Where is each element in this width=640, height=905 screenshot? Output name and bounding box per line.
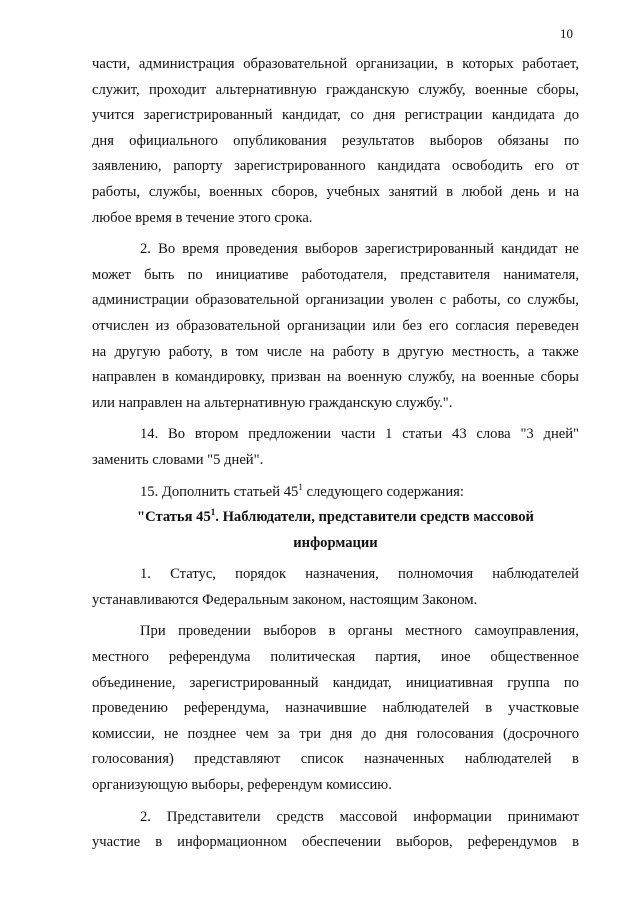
word: Во bbox=[158, 241, 176, 258]
word: обязаны bbox=[497, 132, 549, 149]
word: нанимателя, bbox=[503, 266, 579, 283]
word: не bbox=[163, 725, 179, 742]
word: представляют bbox=[194, 751, 281, 768]
word: не bbox=[564, 241, 579, 258]
word: иное bbox=[440, 649, 471, 666]
word: в bbox=[155, 834, 163, 851]
text-line bbox=[92, 722, 579, 748]
word: части, bbox=[92, 56, 131, 72]
paragraph-1 bbox=[92, 52, 579, 231]
word: голосования) bbox=[92, 751, 174, 768]
word: службу, bbox=[418, 81, 466, 98]
word: альтернативную bbox=[215, 81, 317, 98]
word: любой bbox=[461, 183, 503, 200]
word: службу, bbox=[408, 369, 456, 386]
word: также bbox=[542, 343, 579, 360]
text-line bbox=[92, 562, 579, 588]
word: информационном bbox=[177, 834, 288, 851]
word: политическая bbox=[270, 649, 356, 666]
word: военную bbox=[347, 369, 402, 386]
word: время bbox=[182, 241, 219, 258]
word: служит, bbox=[92, 81, 140, 98]
word: представителя bbox=[400, 266, 491, 283]
word: со bbox=[350, 107, 364, 124]
word: гражданскую bbox=[326, 81, 410, 98]
paragraph-4 bbox=[92, 480, 579, 506]
word: При bbox=[140, 623, 166, 640]
word: 1. bbox=[140, 566, 151, 583]
word: сборов, bbox=[271, 183, 318, 200]
word: назначившие bbox=[285, 700, 367, 717]
word: до bbox=[361, 725, 377, 742]
word: выборов, bbox=[396, 834, 453, 851]
word: зарегистрированного bbox=[234, 158, 366, 175]
word: наблюдателей bbox=[492, 566, 579, 583]
text-line bbox=[92, 103, 579, 129]
text-line bbox=[92, 154, 579, 180]
word: в bbox=[328, 623, 336, 640]
word: без bbox=[402, 317, 423, 334]
word: может bbox=[92, 266, 131, 283]
word: инициативная bbox=[405, 674, 494, 691]
text-line-last: устанавливаются Федеральным законом, настоящим Законом. bbox=[92, 591, 478, 608]
word: в bbox=[572, 751, 579, 768]
text-line bbox=[92, 52, 579, 78]
text-line-last: любое время в течение этого срока. bbox=[92, 209, 313, 226]
word: 2. bbox=[140, 241, 151, 258]
page-number: 10 bbox=[560, 26, 573, 41]
word: рапорту bbox=[173, 158, 223, 175]
word: на bbox=[326, 369, 342, 386]
word: или bbox=[372, 317, 396, 334]
word: проведении bbox=[178, 623, 251, 640]
word: военные bbox=[481, 369, 535, 386]
document-body bbox=[92, 52, 579, 856]
text-line bbox=[92, 78, 579, 104]
word: органы bbox=[347, 623, 393, 640]
word: втором bbox=[194, 426, 239, 443]
heading-line-1: "Статья $45^1$. Наблюдатели, представители средств массовой bbox=[137, 507, 534, 526]
word: кандидат, bbox=[332, 674, 392, 691]
word: местность, bbox=[451, 343, 520, 360]
word: в bbox=[220, 343, 228, 360]
word: день bbox=[511, 183, 540, 200]
word: в bbox=[572, 834, 579, 851]
word: зарегистрированный bbox=[143, 107, 273, 124]
word: выборов bbox=[304, 241, 358, 258]
word: полномочия bbox=[398, 566, 474, 583]
word: по bbox=[187, 266, 203, 283]
word: результатов bbox=[341, 132, 415, 149]
word: его bbox=[534, 158, 554, 175]
word: самоуправления, bbox=[474, 623, 579, 640]
word: из bbox=[155, 317, 170, 334]
word: направлен bbox=[92, 369, 156, 386]
word: назначения, bbox=[305, 566, 379, 583]
word: призван bbox=[271, 369, 321, 386]
text-line bbox=[92, 830, 579, 856]
text-line bbox=[92, 365, 579, 391]
word: проведению bbox=[92, 700, 168, 717]
word: на bbox=[310, 343, 325, 360]
word: проведения bbox=[226, 241, 298, 258]
word: в bbox=[446, 56, 454, 72]
word: опубликования bbox=[233, 132, 327, 149]
text-line bbox=[92, 288, 579, 314]
paragraph-5 bbox=[92, 562, 579, 613]
word: участковые bbox=[508, 700, 579, 717]
word: организации, bbox=[355, 56, 438, 72]
word: официального bbox=[129, 132, 218, 149]
text-line bbox=[92, 671, 579, 697]
text-line bbox=[92, 314, 579, 340]
word: чем bbox=[245, 725, 269, 742]
word: его bbox=[428, 317, 449, 334]
word: со bbox=[507, 292, 521, 309]
word: образовательной bbox=[195, 292, 300, 309]
word: работу, bbox=[168, 343, 213, 360]
word: позднее bbox=[187, 725, 237, 742]
word: выборов bbox=[429, 132, 483, 149]
word: военных bbox=[209, 183, 263, 200]
word: наблюдателей bbox=[464, 751, 552, 768]
text-line bbox=[92, 619, 579, 645]
word: администрация bbox=[138, 56, 235, 72]
paragraph-3 bbox=[92, 422, 579, 473]
text-line bbox=[92, 696, 579, 722]
word: администрации bbox=[92, 292, 189, 309]
word: регистрации bbox=[404, 107, 483, 124]
word: Во bbox=[168, 426, 186, 443]
word: части bbox=[340, 426, 376, 443]
word: референдума bbox=[168, 649, 251, 666]
word: работу bbox=[332, 343, 375, 360]
word: в bbox=[446, 183, 454, 200]
word: комиссии, bbox=[92, 725, 155, 742]
word: кандидат, bbox=[281, 107, 341, 124]
word: предложении bbox=[248, 426, 332, 443]
word: образовательной bbox=[176, 317, 281, 334]
word: проходит bbox=[148, 81, 207, 98]
word: по bbox=[563, 132, 579, 149]
word: учится bbox=[92, 107, 135, 124]
word: средств bbox=[276, 808, 324, 825]
paragraph-2 bbox=[92, 237, 579, 416]
text-line bbox=[92, 645, 579, 671]
word: службы, bbox=[148, 183, 201, 200]
text-line-last: заменить словами "5 дней". bbox=[92, 451, 264, 468]
word: выборов bbox=[263, 623, 317, 640]
word: 43 bbox=[452, 426, 467, 443]
word: а bbox=[527, 343, 535, 360]
word: дня bbox=[92, 132, 114, 149]
word: учебных bbox=[326, 183, 380, 200]
word: переведен bbox=[516, 317, 579, 334]
word: референдумов bbox=[467, 834, 558, 851]
word: кандидата bbox=[377, 158, 441, 175]
word: референдума, bbox=[183, 700, 270, 717]
word: 2. bbox=[140, 808, 151, 825]
word: работает, bbox=[522, 56, 579, 72]
word: партия, bbox=[375, 649, 422, 666]
word: за bbox=[277, 725, 291, 742]
text-line-last: или направлен на альтернативную гражданскую службу.". bbox=[92, 394, 453, 411]
word: три bbox=[299, 725, 322, 742]
heading-line-2: информации bbox=[293, 534, 378, 551]
word: военные bbox=[474, 81, 528, 98]
text-line bbox=[92, 237, 579, 263]
word: уволен bbox=[390, 292, 434, 309]
word: и bbox=[548, 183, 556, 200]
word: статьи bbox=[402, 426, 443, 443]
word: которых bbox=[462, 56, 514, 72]
word: 1 bbox=[385, 426, 393, 443]
word: обеспечении bbox=[302, 834, 382, 851]
text-line bbox=[92, 263, 579, 289]
word: по bbox=[563, 674, 579, 691]
word: на bbox=[461, 369, 476, 386]
word: другую bbox=[397, 343, 444, 360]
text-line-last: организующую выборы, референдум комиссию. bbox=[92, 777, 392, 794]
word: на bbox=[564, 183, 579, 200]
word: наблюдателей bbox=[382, 700, 470, 717]
word: другую bbox=[114, 343, 161, 360]
word: назначенных bbox=[364, 751, 445, 768]
word: от bbox=[565, 158, 579, 175]
word: заявлению, bbox=[92, 158, 162, 175]
word: (досрочного bbox=[502, 725, 579, 742]
superscript: 1 bbox=[210, 507, 216, 518]
word: быть bbox=[144, 266, 175, 283]
word: голосования bbox=[416, 725, 494, 742]
word: местного bbox=[92, 649, 149, 666]
word: том bbox=[235, 343, 259, 360]
amendment-line: 15. Дополнить статьей $45^1$ следующего содержания: bbox=[140, 481, 464, 500]
word: организации bbox=[305, 292, 384, 309]
word: дней" bbox=[543, 426, 579, 443]
word: дня bbox=[385, 725, 408, 742]
paragraph-6 bbox=[92, 619, 579, 798]
word: группа bbox=[507, 674, 550, 691]
word: работы, bbox=[92, 183, 141, 200]
word: службы, bbox=[527, 292, 579, 309]
word: образовательной bbox=[243, 56, 348, 72]
word: в bbox=[485, 700, 493, 717]
word: общественное bbox=[490, 649, 579, 666]
text-line bbox=[92, 180, 579, 206]
word: согласия bbox=[455, 317, 510, 334]
word: зарегистрированный bbox=[189, 674, 319, 691]
word: Статус, bbox=[170, 566, 216, 583]
word: информации bbox=[413, 808, 492, 825]
article-heading bbox=[92, 505, 579, 556]
word: с bbox=[439, 292, 447, 309]
word: сборы, bbox=[536, 81, 579, 98]
word: числе bbox=[266, 343, 302, 360]
word: участие bbox=[92, 834, 141, 851]
word: принимают bbox=[507, 808, 579, 825]
word: массовой bbox=[339, 808, 398, 825]
word: порядок bbox=[235, 566, 287, 583]
word: дня bbox=[330, 725, 353, 742]
word: объединение, bbox=[92, 674, 176, 691]
word: организации bbox=[287, 317, 366, 334]
word: занятий bbox=[388, 183, 438, 200]
text-line bbox=[92, 747, 579, 773]
word: слова bbox=[476, 426, 511, 443]
word: работодателя, bbox=[301, 266, 388, 283]
word: работы, bbox=[452, 292, 501, 309]
word: в bbox=[382, 343, 390, 360]
word: дня bbox=[373, 107, 396, 124]
text-line bbox=[92, 340, 579, 366]
word: командировку, bbox=[175, 369, 265, 386]
word: сборы bbox=[540, 369, 579, 386]
text-line bbox=[92, 422, 579, 448]
text-line bbox=[92, 805, 579, 831]
paragraph-7 bbox=[92, 805, 579, 856]
superscript: 1 bbox=[298, 481, 303, 492]
word: кандидата bbox=[491, 107, 555, 124]
word: кандидат bbox=[501, 241, 558, 258]
word: 14. bbox=[140, 426, 159, 443]
word: "3 bbox=[520, 426, 534, 443]
word: список bbox=[300, 751, 344, 768]
word: зарегистрированный bbox=[365, 241, 494, 258]
word: местного bbox=[405, 623, 463, 640]
word: Представители bbox=[166, 808, 261, 825]
text-line bbox=[92, 129, 579, 155]
word: освободить bbox=[451, 158, 523, 175]
word: инициативе bbox=[215, 266, 289, 283]
word: до bbox=[564, 107, 579, 124]
word: отчислен bbox=[92, 317, 149, 334]
word: на bbox=[92, 343, 107, 360]
word: в bbox=[162, 369, 169, 386]
